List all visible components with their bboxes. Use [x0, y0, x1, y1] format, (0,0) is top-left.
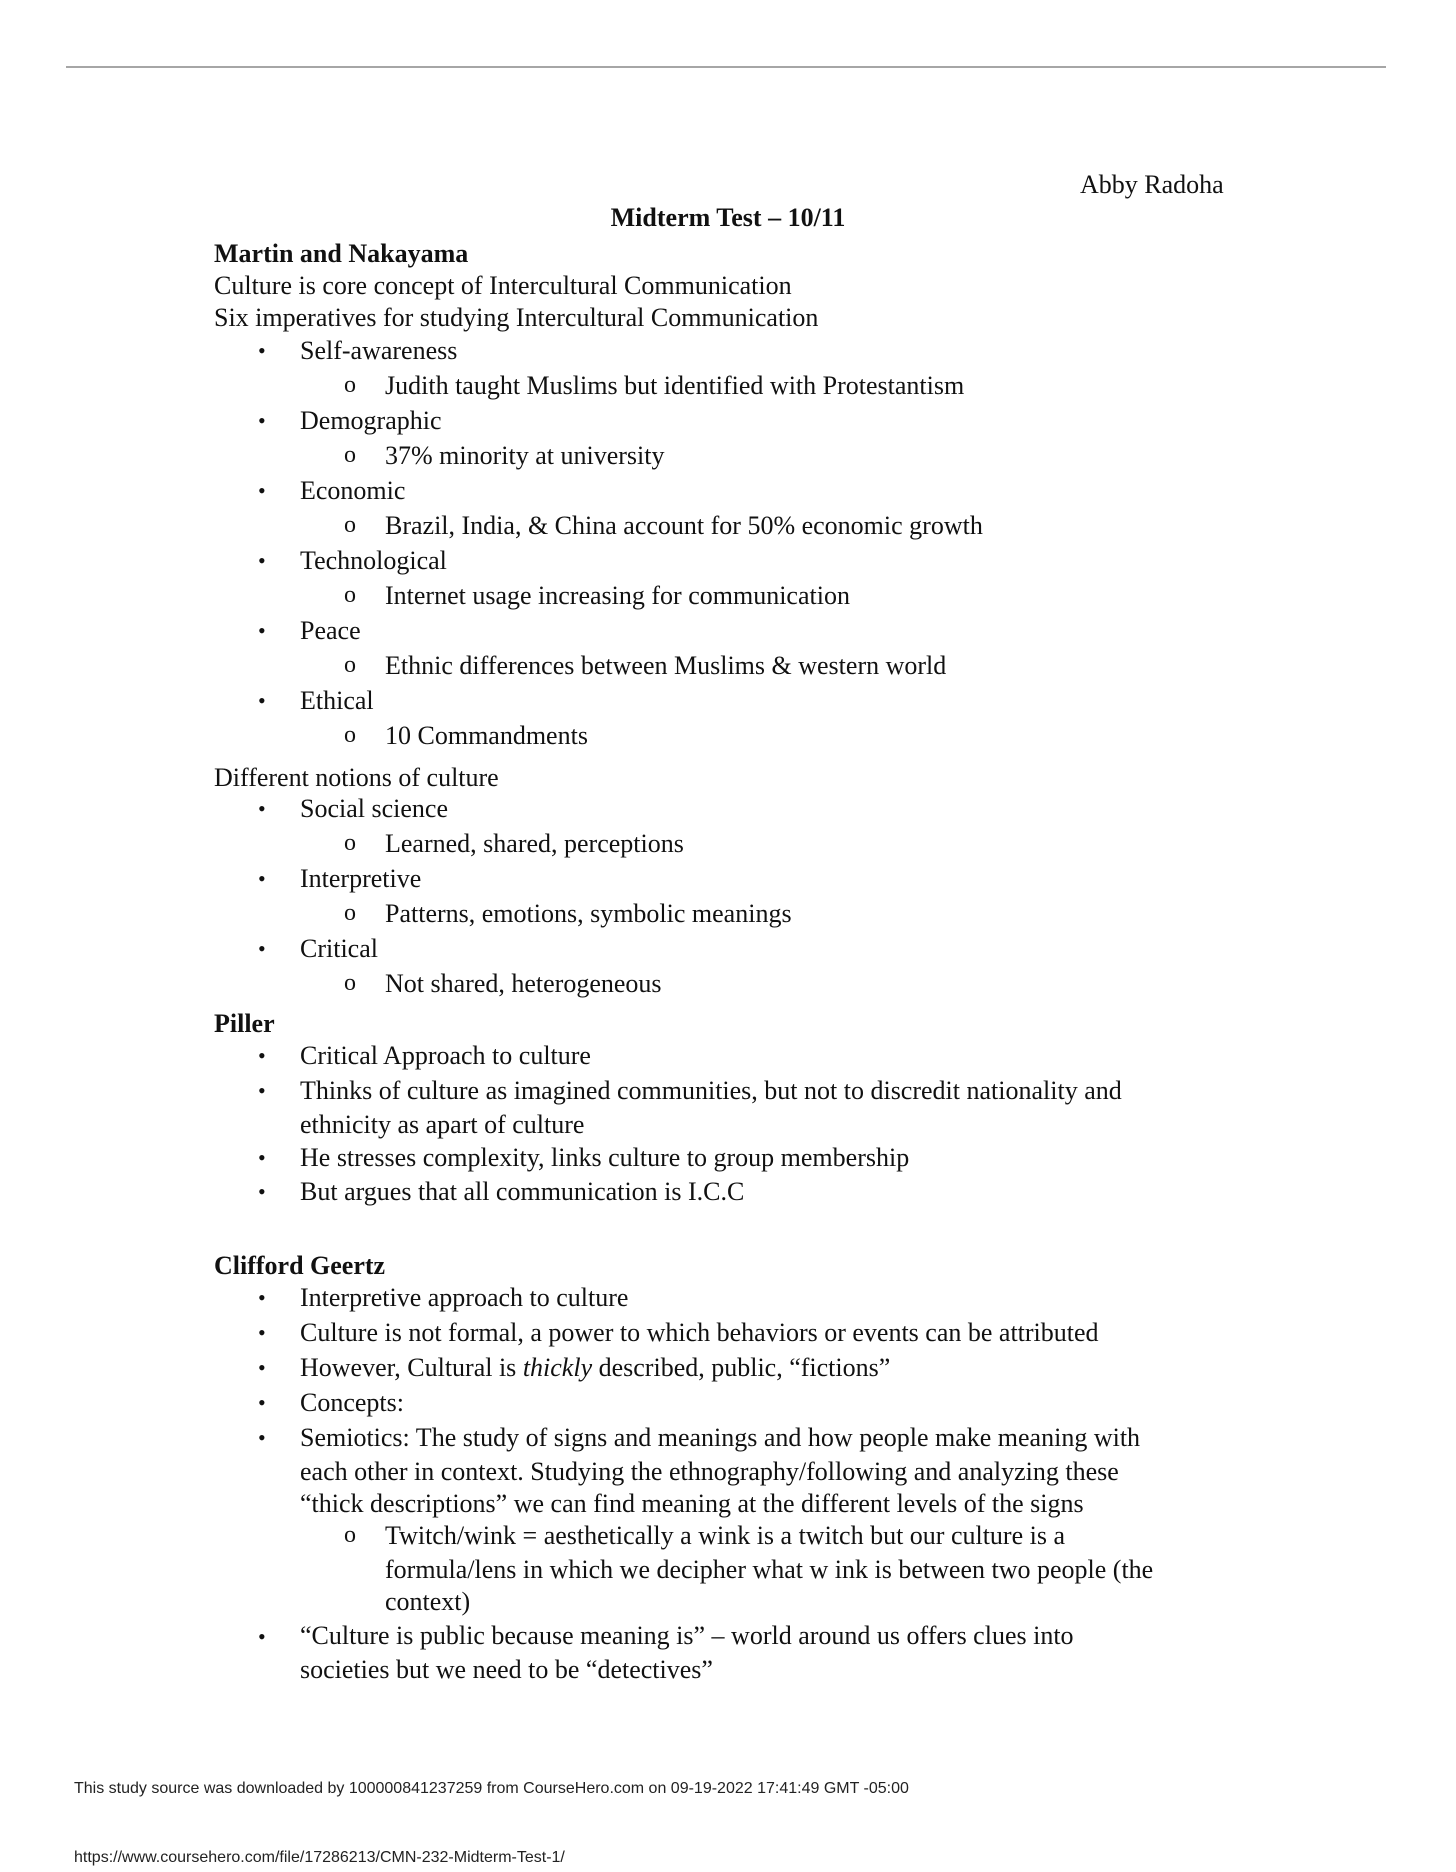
text-line: Different notions of culture — [214, 763, 499, 792]
sub-list-item: Internet usage increasing for communication — [385, 581, 850, 610]
top-divider — [66, 66, 1386, 68]
sub-list-item: Ethnic differences between Muslims & western world — [385, 651, 947, 680]
list-item: Critical — [300, 934, 378, 963]
list-item: Critical Approach to culture — [300, 1041, 591, 1070]
list-item: Social science — [300, 794, 448, 823]
sub-list-item-continued: formula/lens in which we decipher what w ink is between two people (the — [385, 1555, 1154, 1584]
list-item: Concepts: — [300, 1388, 404, 1417]
list-item: But argues that all communication is I.C.C — [300, 1177, 745, 1206]
bullet: • — [258, 478, 266, 503]
bullet: • — [258, 548, 266, 573]
sub-bullet: o — [344, 722, 356, 748]
list-item: Economic — [300, 476, 406, 505]
bullet: • — [258, 1043, 266, 1068]
page-title: Midterm Test – 10/11 — [610, 203, 846, 232]
list-item: Ethical — [300, 686, 374, 715]
text-line: Culture is core concept of Intercultural Communication — [214, 271, 792, 300]
sub-bullet: o — [344, 970, 356, 996]
section-heading-geertz: Clifford Geertz — [214, 1251, 386, 1280]
sub-list-item: Brazil, India, & China account for 50% economic growth — [385, 511, 983, 540]
text-run: described, public, “fictions” — [592, 1353, 891, 1382]
source-url-link[interactable]: https://www.coursehero.com/file/17286213/CMN-232-Midterm-Test-1/ — [74, 1849, 565, 1866]
author-name: Abby Radoha — [1080, 170, 1224, 199]
bullet: • — [258, 796, 266, 821]
sub-bullet: o — [344, 652, 356, 678]
sub-bullet: o — [344, 582, 356, 608]
list-item: Interpretive — [300, 864, 422, 893]
list-item: Semiotics: The study of signs and meanings and how people make meaning with — [300, 1423, 1141, 1452]
list-item: Technological — [300, 546, 447, 575]
bullet: • — [258, 618, 266, 643]
list-item-continued: “thick descriptions” we can find meaning at the different levels of the signs — [300, 1489, 1084, 1518]
list-item: Interpretive approach to culture — [300, 1283, 629, 1312]
bullet: • — [258, 1425, 266, 1450]
list-item: “Culture is public because meaning is” – world around us offers clues into — [300, 1621, 1074, 1650]
sub-list-item: Judith taught Muslims but identified with Protestantism — [385, 371, 965, 400]
sub-list-item: Patterns, emotions, symbolic meanings — [385, 899, 792, 928]
sub-bullet: o — [344, 1522, 356, 1548]
sub-list-item-continued: context) — [385, 1587, 471, 1616]
sub-list-item: Learned, shared, perceptions — [385, 829, 684, 858]
bullet: • — [258, 1624, 266, 1649]
sub-bullet: o — [344, 372, 356, 398]
bullet: • — [258, 1390, 266, 1415]
list-item: He stresses complexity, links culture to group membership — [300, 1143, 910, 1172]
bullet: • — [258, 1179, 266, 1204]
section-heading-piller: Piller — [214, 1009, 275, 1038]
sub-bullet: o — [344, 830, 356, 856]
text-run: However, Cultural is — [300, 1353, 523, 1382]
bullet: • — [258, 936, 266, 961]
sub-list-item: 10 Commandments — [385, 721, 588, 750]
bullet: • — [258, 408, 266, 433]
list-item: Thinks of culture as imagined communities, but not to discredit nationality and — [300, 1076, 1122, 1105]
sub-list-item: Twitch/wink = aesthetically a wink is a twitch but our culture is a — [385, 1521, 1066, 1550]
sub-bullet: o — [344, 900, 356, 926]
bullet: • — [258, 1355, 266, 1380]
sub-list-item: 37% minority at university — [385, 441, 665, 470]
list-item — [300, 1352, 890, 1384]
list-item-continued: societies but we need to be “detectives” — [300, 1655, 713, 1684]
list-item: Self-awareness — [300, 336, 458, 365]
list-item: Demographic — [300, 406, 442, 435]
bullet: • — [258, 1145, 266, 1170]
download-notice: This study source was downloaded by 100000841237259 from CourseHero.com on 09-19-2022 17:41:49 GMT -05:00 — [74, 1780, 909, 1797]
sub-bullet: o — [344, 512, 356, 538]
sub-bullet: o — [344, 442, 356, 468]
sub-list-item: Not shared, heterogeneous — [385, 969, 662, 998]
bullet: • — [258, 338, 266, 363]
text-line: Six imperatives for studying Intercultural Communication — [214, 303, 819, 332]
section-heading-martin: Martin and Nakayama — [214, 239, 469, 268]
bullet: • — [258, 688, 266, 713]
list-item: Culture is not formal, a power to which behaviors or events can be attributed — [300, 1318, 1099, 1347]
bullet: • — [258, 1320, 266, 1345]
list-item: Peace — [300, 616, 361, 645]
bullet: • — [258, 1078, 266, 1103]
list-item-continued: each other in context. Studying the ethnography/following and analyzing these — [300, 1457, 1119, 1486]
list-item-continued: ethnicity as apart of culture — [300, 1110, 585, 1139]
bullet: • — [258, 1285, 266, 1310]
emphasis-text: thickly — [522, 1353, 593, 1382]
bullet: • — [258, 866, 266, 891]
